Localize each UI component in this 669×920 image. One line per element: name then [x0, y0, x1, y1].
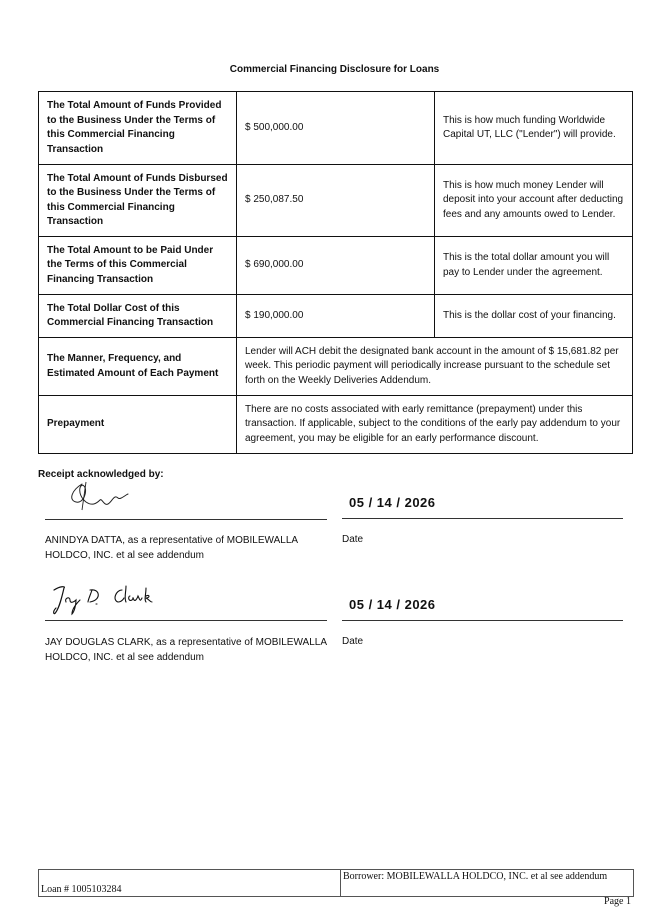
table-row	[39, 295, 633, 338]
row-description: This is how much money Lender will deposit into your account after deducting fees and any amounts owed to Lender.	[435, 165, 633, 237]
signer-2-name: JAY DOUGLAS CLARK, as a representative of MOBILEWALLA HOLDCO, INC. et al see addendum	[45, 637, 327, 663]
date-line-1	[342, 518, 623, 519]
receipt-label: Receipt acknowledged by:	[38, 469, 164, 480]
row-value: $ 690,000.00	[237, 237, 435, 295]
borrower-name: Borrower: MOBILEWALLA HOLDCO, INC. et al see addendum	[341, 870, 634, 897]
row-text: There are no costs associated with early remittance (prepayment) under this transaction. If applicable, subject to the conditions of the early pay addendum to your agreement, you may be eligible for an early performance discount.	[237, 396, 633, 454]
table-row	[39, 92, 633, 165]
signer-2-date: 05 / 14 / 2026	[349, 597, 436, 612]
row-text: Lender will ACH debit the designated bank account in the amount of $ 15,681.82 per week. This periodic payment will periodically increase pursuant to the schedule set forth on the Weekly Deliveries Addendum.	[237, 338, 633, 396]
date-line-2	[342, 620, 623, 621]
signer-1-name: ANINDYA DATTA, as a representative of MOBILEWALLA HOLDCO, INC. et al see addendum	[45, 535, 298, 561]
table-row	[39, 237, 633, 295]
page-number: Page 1	[604, 896, 631, 907]
signer-1-date-label: Date	[342, 534, 364, 545]
signature-line-2	[45, 620, 327, 621]
table-row	[39, 338, 633, 396]
row-label: The Total Amount of Funds Provided to the Business Under the Terms of this Commercial Financing Transaction	[39, 92, 237, 165]
row-label: Prepayment	[39, 396, 237, 454]
footer-table	[38, 869, 634, 897]
document-title: Commercial Financing Disclosure for Loans	[229, 64, 440, 75]
row-label: The Total Amount of Funds Disbursed to the Business Under the Terms of this Commercial Financing Transaction	[39, 165, 237, 237]
row-description: This is the dollar cost of your financing.	[435, 295, 633, 338]
signer-2-date-label: Date	[342, 636, 364, 647]
row-value: $ 190,000.00	[237, 295, 435, 338]
table-row	[39, 396, 633, 454]
signature-2-image	[50, 582, 160, 618]
disclosure-table	[38, 91, 633, 454]
row-label: The Total Dollar Cost of this Commercial Financing Transaction	[39, 295, 237, 338]
loan-number: Loan # 1005103284	[39, 870, 341, 897]
table-row	[39, 165, 633, 237]
row-value: $ 250,087.50	[237, 165, 435, 237]
signer-1-date: 05 / 14 / 2026	[349, 495, 436, 510]
signature-line-1	[45, 519, 327, 520]
row-value: $ 500,000.00	[237, 92, 435, 165]
row-label: The Total Amount to be Paid Under the Terms of this Commercial Financing Transaction	[39, 237, 237, 295]
row-description: This is how much funding Worldwide Capital UT, LLC ("Lender") will provide.	[435, 92, 633, 165]
row-label: The Manner, Frequency, and Estimated Amount of Each Payment	[39, 338, 237, 396]
row-description: This is the total dollar amount you will pay to Lender under the agreement.	[435, 237, 633, 295]
signature-1-image	[62, 480, 142, 512]
